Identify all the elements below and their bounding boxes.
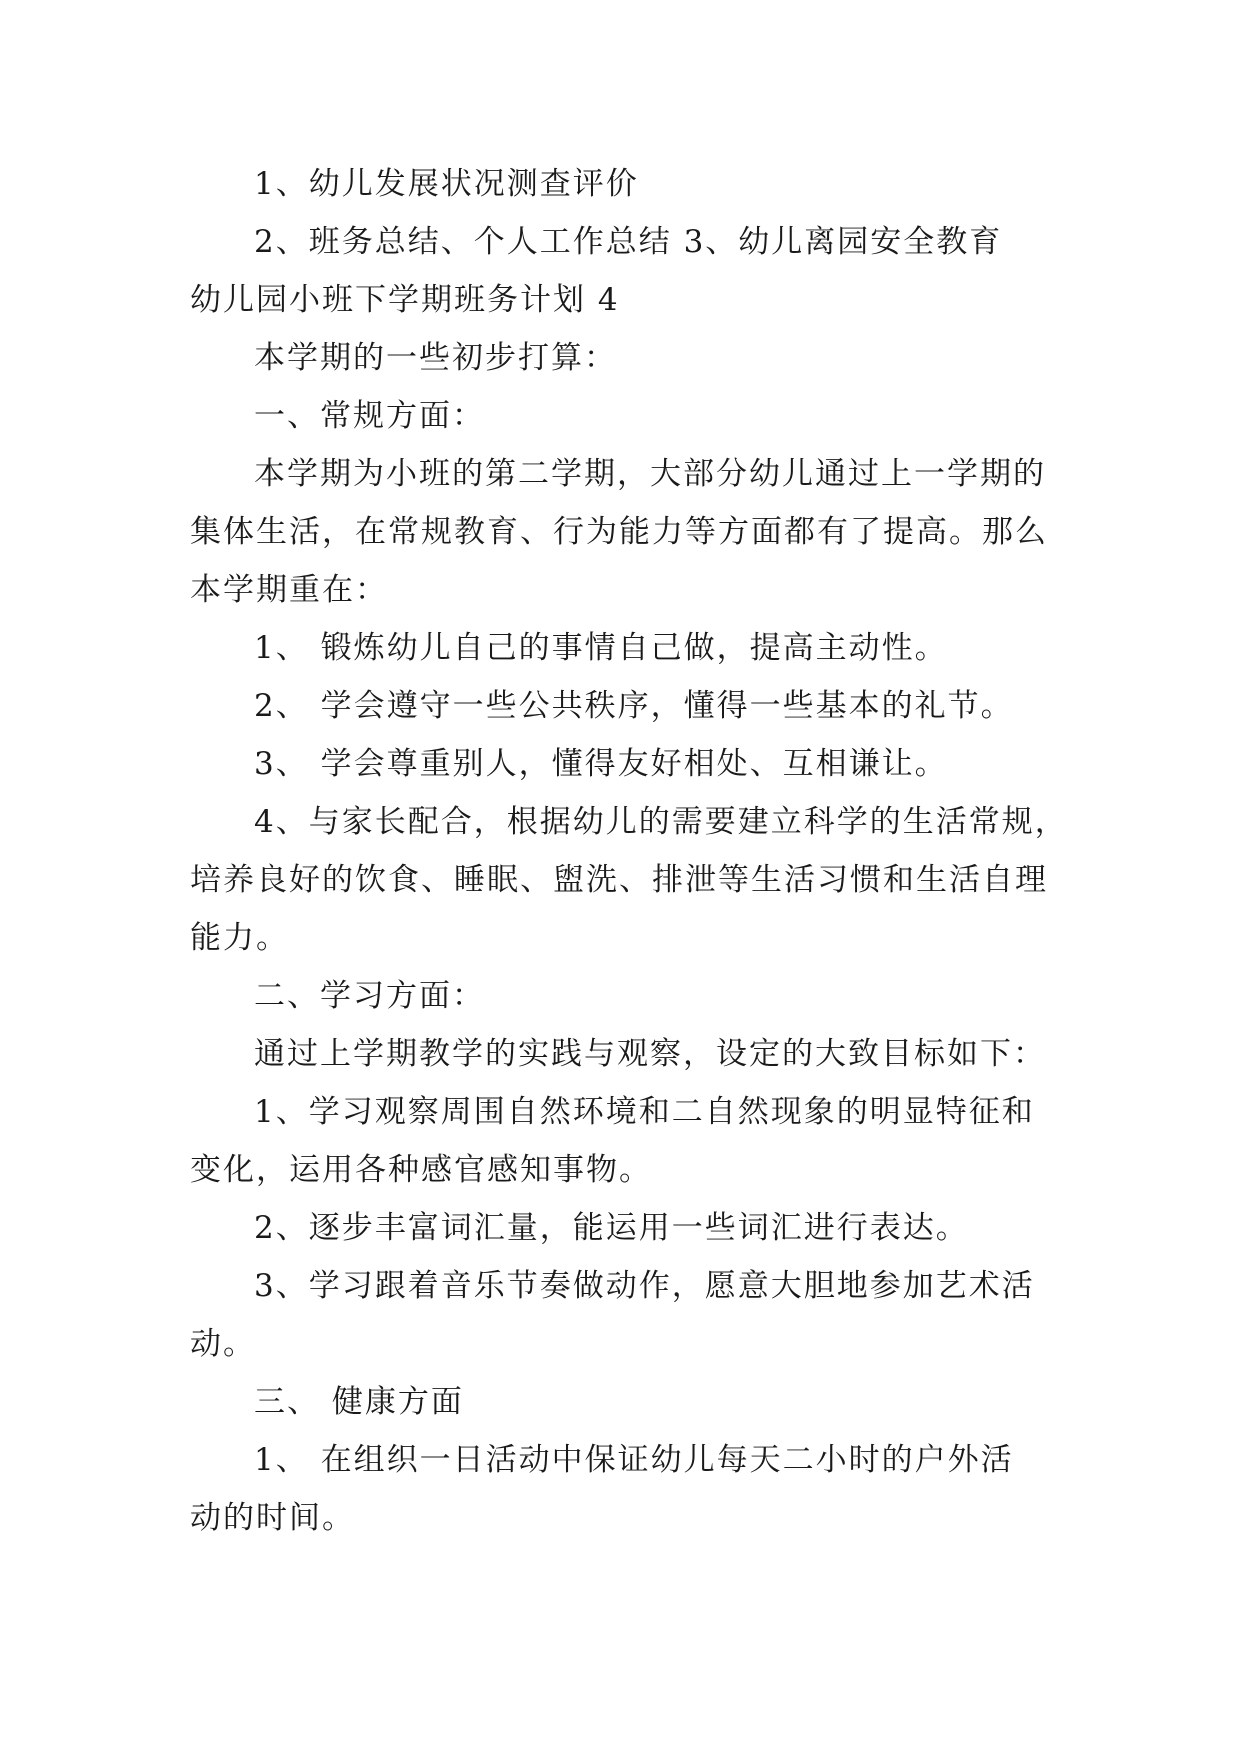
paragraph-line: 动的时间。	[190, 1500, 355, 1536]
paragraph: 本学期为小班的第二学期，大部分幼儿通过上一学期的	[254, 456, 1046, 492]
list-item: 2、 学会遵守一些公共秩序，懂得一些基本的礼节。	[254, 688, 1014, 724]
paragraph: 本学期的一些初步打算：	[254, 340, 617, 376]
paragraph-line: 能力。	[190, 920, 289, 956]
document-body	[190, 155, 1070, 1547]
section-heading: 二、学习方面：	[254, 978, 485, 1014]
list-item: 3、学习跟着音乐节奏做动作，愿意大胆地参加艺术活	[254, 1268, 1035, 1304]
paragraph-line: 集体生活，在常规教育、行为能力等方面都有了提高。那么	[190, 514, 1048, 550]
list-item: 3、 学会尊重别人，懂得友好相处、互相谦让。	[254, 746, 948, 782]
list-item: 1、幼儿发展状况测查评价	[254, 166, 639, 202]
section-heading: 一、常规方面：	[254, 398, 485, 434]
list-item: 2、逐步丰富词汇量，能运用一些词汇进行表达。	[254, 1210, 969, 1246]
section-heading: 三、 健康方面	[254, 1384, 464, 1420]
list-item: 4、与家长配合，根据幼儿的需要建立科学的生活常规，	[254, 804, 1068, 840]
paragraph: 通过上学期教学的实践与观察，设定的大致目标如下：	[254, 1036, 1046, 1072]
paragraph-line: 本学期重在：	[190, 572, 388, 608]
paragraph-line: 动。	[190, 1326, 256, 1362]
list-item: 1、学习观察周围自然环境和二自然现象的明显特征和	[254, 1094, 1035, 1130]
paragraph-line: 变化，运用各种感官感知事物。	[190, 1152, 652, 1188]
list-item: 2、班务总结、个人工作总结 3、幼儿离园安全教育	[254, 224, 1003, 260]
paragraph-line: 培养良好的饮食、睡眠、盥洗、排泄等生活习惯和生活自理	[190, 862, 1048, 898]
section-title: 幼儿园小班下学期班务计划 4	[190, 282, 620, 318]
list-item: 1、 锻炼幼儿自己的事情自己做，提高主动性。	[254, 630, 948, 666]
list-item: 1、 在组织一日活动中保证幼儿每天二小时的户外活	[254, 1442, 1014, 1478]
